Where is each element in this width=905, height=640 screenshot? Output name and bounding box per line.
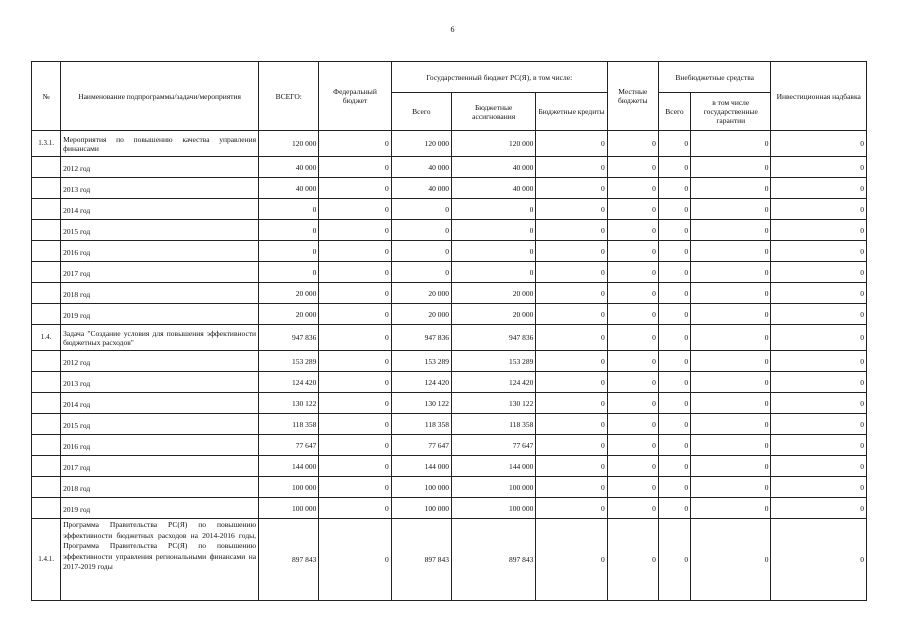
row-name: 2013 год — [61, 178, 259, 199]
table-row — [32, 477, 867, 498]
row-code — [32, 304, 61, 325]
row-value: 0 — [319, 199, 391, 220]
row-value: 0 — [319, 241, 391, 262]
row-value: 0 — [536, 498, 607, 519]
row-name: 2013 год — [61, 372, 259, 393]
row-value: 153 289 — [451, 351, 535, 372]
row-value: 0 — [607, 325, 658, 351]
row-value: 0 — [536, 456, 607, 477]
header-state-credits: Бюджетные кредиты — [536, 93, 607, 131]
row-code — [32, 351, 61, 372]
table-row — [32, 519, 867, 601]
row-value: 130 122 — [391, 393, 451, 414]
table-row — [32, 241, 867, 262]
row-value: 40 000 — [451, 178, 535, 199]
row-value: 20 000 — [451, 283, 535, 304]
row-code — [32, 435, 61, 456]
row-value: 0 — [607, 519, 658, 601]
row-code — [32, 157, 61, 178]
budget-table — [31, 61, 867, 601]
row-value: 0 — [607, 199, 658, 220]
row-name: 2016 год — [61, 241, 259, 262]
row-value: 118 358 — [391, 414, 451, 435]
row-value: 144 000 — [391, 456, 451, 477]
row-value: 0 — [536, 304, 607, 325]
row-value: 0 — [658, 199, 690, 220]
row-value: 40 000 — [259, 157, 319, 178]
row-value: 0 — [771, 283, 867, 304]
row-value: 100 000 — [451, 498, 535, 519]
row-name: 2017 год — [61, 456, 259, 477]
row-value: 124 420 — [391, 372, 451, 393]
table-body — [32, 131, 867, 601]
table-row — [32, 178, 867, 199]
row-value: 0 — [319, 178, 391, 199]
row-value: 0 — [536, 519, 607, 601]
row-value: 0 — [771, 178, 867, 199]
row-code — [32, 372, 61, 393]
row-value: 0 — [658, 519, 690, 601]
row-value: 0 — [771, 519, 867, 601]
row-value: 120 000 — [451, 131, 535, 157]
row-value: 0 — [391, 262, 451, 283]
row-code — [32, 393, 61, 414]
row-value: 153 289 — [391, 351, 451, 372]
row-value: 20 000 — [391, 304, 451, 325]
row-value: 0 — [607, 283, 658, 304]
row-value: 0 — [771, 351, 867, 372]
row-value: 0 — [658, 414, 690, 435]
row-value: 0 — [536, 178, 607, 199]
row-value: 0 — [691, 351, 771, 372]
row-value: 0 — [771, 325, 867, 351]
row-value: 77 647 — [259, 435, 319, 456]
row-value: 0 — [607, 498, 658, 519]
row-value: 0 — [259, 262, 319, 283]
row-value: 0 — [771, 456, 867, 477]
row-value: 0 — [691, 131, 771, 157]
row-value: 0 — [771, 157, 867, 178]
row-value: 124 420 — [451, 372, 535, 393]
row-value: 20 000 — [391, 283, 451, 304]
row-code — [32, 414, 61, 435]
row-value: 0 — [319, 131, 391, 157]
row-value: 0 — [658, 131, 690, 157]
row-value: 40 000 — [451, 157, 535, 178]
row-value: 0 — [607, 220, 658, 241]
row-name: 2017 год — [61, 262, 259, 283]
row-value: 947 836 — [451, 325, 535, 351]
row-value: 0 — [607, 178, 658, 199]
row-code — [32, 178, 61, 199]
header-state-budget: Государственный бюджет РС(Я), в том числе: — [391, 62, 607, 93]
row-value: 0 — [607, 241, 658, 262]
row-value: 0 — [319, 283, 391, 304]
table-row — [32, 351, 867, 372]
row-value: 77 647 — [391, 435, 451, 456]
table-row — [32, 131, 867, 157]
row-value: 0 — [536, 351, 607, 372]
table-row — [32, 262, 867, 283]
row-value: 144 000 — [259, 456, 319, 477]
row-name: 2016 год — [61, 435, 259, 456]
row-value: 118 358 — [451, 414, 535, 435]
row-value: 0 — [691, 325, 771, 351]
row-value: 0 — [536, 372, 607, 393]
row-value: 0 — [691, 498, 771, 519]
row-value: 130 122 — [451, 393, 535, 414]
row-value: 153 289 — [259, 351, 319, 372]
row-value: 0 — [607, 393, 658, 414]
row-value: 100 000 — [391, 498, 451, 519]
table-row — [32, 220, 867, 241]
row-value: 0 — [319, 325, 391, 351]
row-name: 2012 год — [61, 351, 259, 372]
row-code — [32, 498, 61, 519]
row-value: 0 — [771, 372, 867, 393]
row-value: 0 — [451, 220, 535, 241]
row-value: 0 — [658, 498, 690, 519]
row-code — [32, 262, 61, 283]
row-value: 100 000 — [391, 477, 451, 498]
row-value: 0 — [658, 178, 690, 199]
row-value: 0 — [536, 435, 607, 456]
row-value: 0 — [607, 157, 658, 178]
row-value: 0 — [771, 241, 867, 262]
header-local: Местные бюджеты — [607, 62, 658, 131]
row-name: 2019 год — [61, 498, 259, 519]
row-name: 2019 год — [61, 304, 259, 325]
row-value: 897 843 — [391, 519, 451, 601]
row-value: 40 000 — [259, 178, 319, 199]
row-name: 2014 год — [61, 393, 259, 414]
row-value: 0 — [658, 372, 690, 393]
row-value: 0 — [319, 435, 391, 456]
row-value: 0 — [691, 304, 771, 325]
row-value: 0 — [607, 131, 658, 157]
table-row — [32, 372, 867, 393]
row-value: 0 — [658, 262, 690, 283]
row-value: 0 — [658, 351, 690, 372]
row-value: 0 — [771, 435, 867, 456]
row-code — [32, 199, 61, 220]
row-value: 0 — [259, 199, 319, 220]
row-code — [32, 456, 61, 477]
row-value: 0 — [691, 477, 771, 498]
row-value: 0 — [607, 372, 658, 393]
table-row — [32, 393, 867, 414]
row-value: 0 — [658, 477, 690, 498]
header-state-total: Всего — [391, 93, 451, 131]
row-value: 0 — [691, 435, 771, 456]
row-value: 0 — [658, 157, 690, 178]
row-value: 0 — [391, 241, 451, 262]
row-code — [32, 241, 61, 262]
row-name: 2018 год — [61, 477, 259, 498]
row-value: 0 — [771, 262, 867, 283]
row-value: 0 — [536, 414, 607, 435]
row-value: 77 647 — [451, 435, 535, 456]
table-row — [32, 304, 867, 325]
row-value: 0 — [658, 241, 690, 262]
row-value: 100 000 — [259, 498, 319, 519]
row-value: 0 — [607, 262, 658, 283]
row-value: 0 — [691, 519, 771, 601]
row-name: 2015 год — [61, 220, 259, 241]
row-value: 897 843 — [451, 519, 535, 601]
table-row — [32, 157, 867, 178]
row-value: 0 — [319, 157, 391, 178]
header-offbudget-guarantees: в том числе государственные гарантии — [691, 93, 771, 131]
row-value: 0 — [607, 456, 658, 477]
header-num: № — [32, 62, 61, 131]
row-name: Программа Правительства РС(Я) по повышению эффективности бюджетных расходов на 2014-2016 годы, Программа Правительства РС(Я) по повышению эффективности управления региональными финансами на 2017-2019 годы — [61, 519, 259, 601]
row-value: 0 — [691, 414, 771, 435]
row-value: 0 — [319, 456, 391, 477]
row-value: 120 000 — [259, 131, 319, 157]
row-value: 0 — [391, 199, 451, 220]
row-value: 0 — [536, 262, 607, 283]
row-value: 0 — [536, 220, 607, 241]
header-name: Наименование подпрограммы/задачи/мероприятия — [61, 62, 259, 131]
row-code — [32, 220, 61, 241]
row-value: 0 — [691, 372, 771, 393]
row-value: 0 — [536, 131, 607, 157]
row-code: 1.4. — [32, 325, 61, 351]
row-name: 2015 год — [61, 414, 259, 435]
header-investment: Инвестиционная надбавка — [771, 62, 867, 131]
row-code — [32, 477, 61, 498]
row-name: 2012 год — [61, 157, 259, 178]
row-value: 0 — [771, 304, 867, 325]
row-value: 0 — [691, 178, 771, 199]
row-value: 144 000 — [451, 456, 535, 477]
header-total: ВСЕГО: — [259, 62, 319, 131]
row-value: 0 — [771, 220, 867, 241]
row-value: 0 — [319, 498, 391, 519]
header-state-allocations: Бюджетные ассигнования — [451, 93, 535, 131]
row-value: 0 — [691, 262, 771, 283]
row-value: 0 — [658, 435, 690, 456]
row-value: 0 — [319, 477, 391, 498]
row-value: 0 — [319, 393, 391, 414]
table-row — [32, 414, 867, 435]
row-value: 0 — [536, 241, 607, 262]
page-number: 6 — [450, 25, 455, 34]
row-value: 0 — [259, 220, 319, 241]
row-value: 20 000 — [259, 283, 319, 304]
header-offbudget-total: Всего — [658, 93, 690, 131]
row-value: 947 836 — [391, 325, 451, 351]
row-value: 0 — [658, 283, 690, 304]
row-value: 0 — [771, 414, 867, 435]
row-value: 0 — [536, 393, 607, 414]
row-code — [32, 283, 61, 304]
row-name: 2018 год — [61, 283, 259, 304]
row-value: 0 — [691, 456, 771, 477]
row-value: 0 — [658, 456, 690, 477]
row-value: 0 — [319, 519, 391, 601]
row-value: 0 — [691, 157, 771, 178]
row-value: 0 — [319, 372, 391, 393]
row-value: 0 — [607, 477, 658, 498]
row-value: 0 — [536, 157, 607, 178]
row-value: 0 — [536, 283, 607, 304]
row-value: 20 000 — [451, 304, 535, 325]
row-value: 947 836 — [259, 325, 319, 351]
header-offbudget: Внебюджетные средства — [658, 62, 771, 93]
row-value: 0 — [607, 351, 658, 372]
row-value: 0 — [319, 220, 391, 241]
table-row — [32, 199, 867, 220]
table-row — [32, 283, 867, 304]
row-value: 100 000 — [259, 477, 319, 498]
row-value: 0 — [771, 477, 867, 498]
row-name: 2014 год — [61, 199, 259, 220]
row-value: 0 — [391, 220, 451, 241]
row-value: 0 — [536, 477, 607, 498]
row-value: 0 — [771, 199, 867, 220]
row-value: 0 — [536, 199, 607, 220]
row-value: 0 — [658, 393, 690, 414]
row-value: 0 — [451, 241, 535, 262]
row-value: 0 — [691, 220, 771, 241]
row-value: 0 — [319, 304, 391, 325]
row-value: 0 — [771, 498, 867, 519]
row-value: 0 — [771, 131, 867, 157]
row-value: 0 — [319, 351, 391, 372]
row-value: 0 — [658, 304, 690, 325]
row-value: 0 — [691, 199, 771, 220]
row-value: 897 843 — [259, 519, 319, 601]
row-value: 0 — [658, 325, 690, 351]
row-value: 0 — [451, 262, 535, 283]
row-value: 0 — [451, 199, 535, 220]
row-value: 0 — [319, 414, 391, 435]
row-value: 118 358 — [259, 414, 319, 435]
table-row — [32, 498, 867, 519]
table-row — [32, 456, 867, 477]
row-value: 20 000 — [259, 304, 319, 325]
row-value: 0 — [607, 414, 658, 435]
row-value: 0 — [607, 304, 658, 325]
table-header — [32, 62, 867, 131]
row-value: 40 000 — [391, 157, 451, 178]
row-value: 0 — [607, 435, 658, 456]
row-value: 0 — [691, 241, 771, 262]
table-row — [32, 435, 867, 456]
row-value: 0 — [691, 393, 771, 414]
row-value: 40 000 — [391, 178, 451, 199]
row-name: Задача "Создание условия для повышения эффективности бюджетных расходов" — [61, 325, 259, 351]
row-value: 0 — [319, 262, 391, 283]
row-value: 0 — [691, 283, 771, 304]
row-value: 0 — [658, 220, 690, 241]
row-value: 130 122 — [259, 393, 319, 414]
row-value: 0 — [259, 241, 319, 262]
row-name: Мероприятия по повышению качества управления финансами — [61, 131, 259, 157]
row-code: 1.4.1. — [32, 519, 61, 601]
table-row — [32, 325, 867, 351]
row-value: 0 — [771, 393, 867, 414]
row-value: 124 420 — [259, 372, 319, 393]
row-code: 1.3.1. — [32, 131, 61, 157]
row-value: 120 000 — [391, 131, 451, 157]
row-value: 0 — [536, 325, 607, 351]
row-value: 100 000 — [451, 477, 535, 498]
header-federal: Федеральный бюджет — [319, 62, 391, 131]
